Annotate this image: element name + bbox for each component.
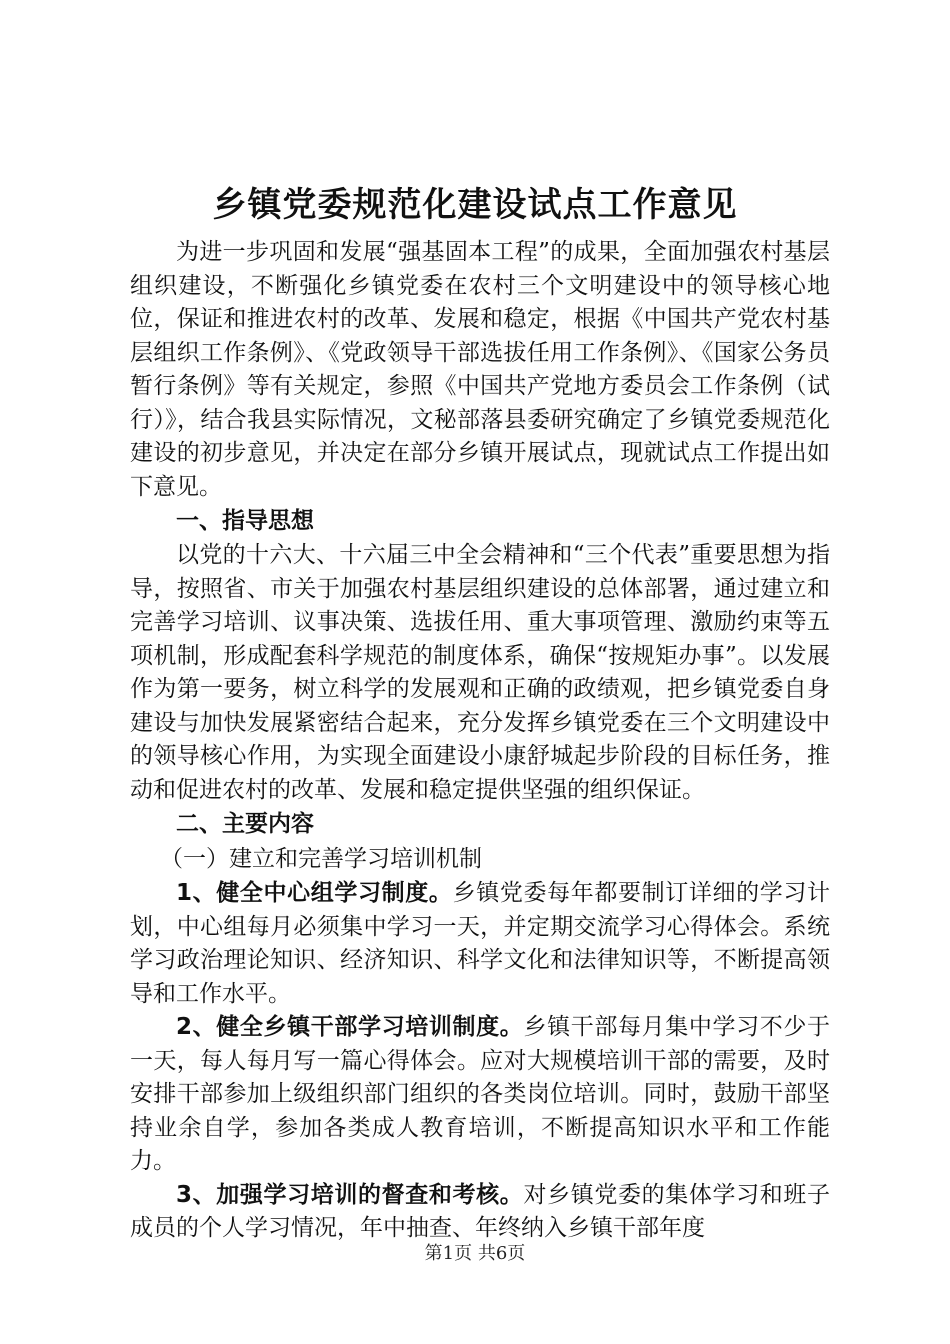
item-lead: 2、健全乡镇干部学习培训制度。: [176, 1014, 524, 1040]
item-text: 对乡镇党委的集体学习和班子成员的个人学习情况，年中抽查、年终纳入乡镇干部年度: [130, 1181, 831, 1241]
item-text: 乡镇干部每月集中学习不少于一天，每人每月写一篇心得体会。应对大规模培训干部的需要，及时安排干部参加上级组织部门组织的各类岗位培训。同时，鼓励干部坚持业余自学，参加各类成人教育培训，不断提高知识水平和工作能力。: [130, 1014, 831, 1174]
list-item: [130, 1011, 830, 1179]
item-text: 乡镇党委每年都要制订详细的学习计划，中心组每月必须集中学习一天，并定期交流学习心得体会。系统学习政治理论知识、经济知识、科学文化和法律知识等，不断提高领导和工作水平。: [130, 880, 830, 1007]
list-item: [130, 877, 830, 1011]
item-lead: 1、健全中心组学习制度。: [176, 880, 453, 906]
intro-paragraph: 为进一步巩固和发展“强基固本工程”的成果，全面加强农村基层组织建设，不断强化乡镇党委在农村三个文明建设中的领导核心地位，保证和推进农村的改革、发展和稳定，根据《中国共产党农村基层组织工作条例》、《党政领导干部选拔任用工作条例》、《国家公务员暂行条例》等有关规定，参照《中国共产党地方委员会工作条例（试行）》，结合我县实际情况，文秘部落县委研究确定了乡镇党委规范化建设的初步意见，并决定在部分乡镇开展试点，现就试点工作提出如下意见。: [130, 239, 830, 500]
section-heading-guiding-ideology: 一、指导思想: [176, 508, 314, 534]
subsection-heading-training: （一）建立和完善学习培训机制: [160, 846, 482, 872]
list-item: [130, 1179, 830, 1246]
item-lead: 3、加强学习培训的督查和考核。: [176, 1181, 524, 1208]
document-title: 乡镇党委规范化建设试点工作意见: [212, 185, 738, 225]
page-number-footer: 第1页 共6页: [424, 1243, 526, 1264]
guiding-ideology-paragraph: 以党的十六大、十六届三中全会精神和“三个代表”重要思想为指导，按照省、市关于加强农村基层组织建设的总体部署，通过建立和完善学习培训、议事决策、选拔任用、重大事项管理、激励约束等五项机制，形成配套科学规范的制度体系，确保“按规矩办事”。以发展作为第一要务，树立科学的发展观和正确的政绩观，把乡镇党委自身建设与加快发展紧密结合起来，充分发挥乡镇党委在三个文明建设中的领导核心作用，为实现全面建设小康舒城起步阶段的目标任务，推动和促进农村的改革、发展和稳定提供坚强的组织保证。: [130, 542, 830, 803]
section-heading-main-content: 二、主要内容: [176, 811, 314, 837]
document-body: [130, 236, 830, 1246]
